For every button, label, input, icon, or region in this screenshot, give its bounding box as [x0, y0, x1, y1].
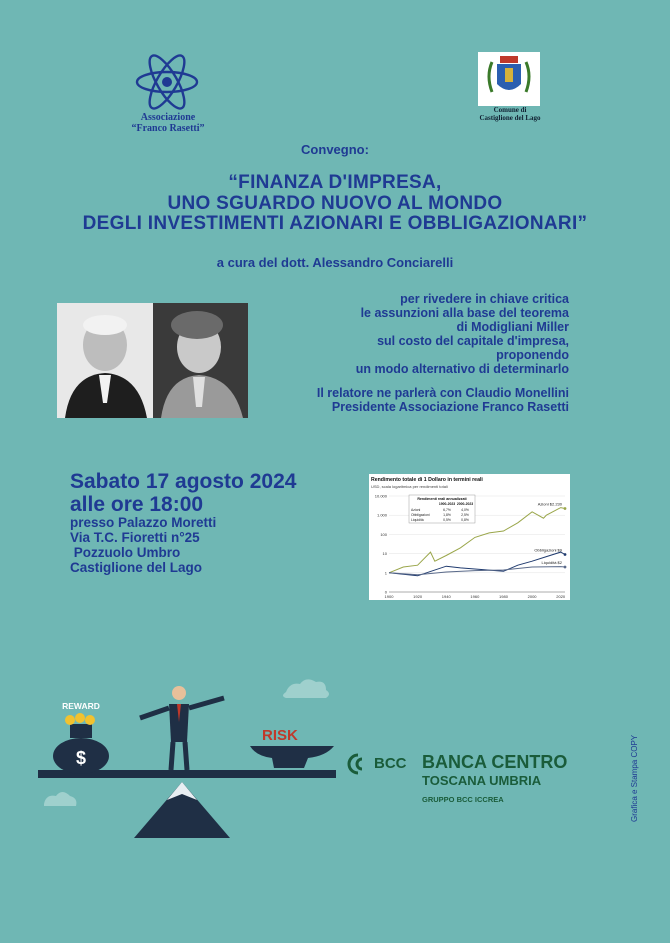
chart-y-tick-label: 10.000: [374, 493, 387, 499]
chart-y-tick-label: 100: [380, 531, 387, 537]
curator-line: a cura del dott. Alessandro Conciarelli: [216, 255, 454, 270]
chart-table-cell: Azioni: [411, 508, 421, 512]
title-line-2: UNO SGUARDO NUOVO AL MONDO: [167, 193, 503, 214]
title-line-3: DEGLI INVESTIMENTI AZIONARI E OBBLIGAZIONARI”: [82, 213, 588, 234]
sponsor-short: BCC: [374, 755, 407, 772]
description-line-1: per rivedere in chiave critica: [400, 292, 569, 306]
sponsor-name-1: BANCA CENTRO: [422, 752, 568, 772]
chart-table-cell: 4,0%: [461, 508, 469, 512]
reward-label: REWARD: [62, 701, 100, 711]
risk-reward-illustration: [36, 678, 346, 840]
chart-series-line: [389, 567, 565, 575]
chart-y-tick-label: 1.000: [376, 512, 387, 518]
speakers-photo: [57, 303, 248, 418]
chart-series-endpoint: [564, 507, 567, 510]
association-name: Associazione “Franco Rasetti”: [131, 112, 205, 134]
speaker-line-2: Presidente Associazione Franco Rasetti: [331, 400, 569, 414]
chart-x-tick-label: 2020: [556, 594, 566, 599]
cloud-shape: [283, 679, 329, 698]
sponsor-name-2: TOSCANA UMBRIA: [422, 773, 542, 788]
risk-label: RISK: [262, 727, 298, 744]
chart-x-tick-label: 1960: [470, 594, 480, 599]
address-line-4: Castiglione del Lago: [70, 560, 203, 575]
chart-series-label: Azioni $2.230: [537, 501, 562, 507]
returns-chart: [369, 474, 570, 600]
chart-y-tick-label: 0: [384, 589, 387, 595]
chart-y-tick-label: 1: [384, 570, 387, 576]
comune-name: Comune di Castiglione del Lago: [479, 106, 541, 122]
title-line-1: “FINANZA D'IMPRESA,: [228, 172, 442, 193]
chart-x-tick-label: 1900: [384, 594, 394, 599]
chart-series-label: Liquidità $2: [541, 560, 562, 566]
address-line-2: Via T.C. Fioretti n°25: [70, 530, 200, 545]
association-logo: [132, 52, 202, 112]
description-line-2: le assunzioni alla base del teorema: [360, 306, 569, 320]
chart-svg: [369, 474, 570, 600]
chart-table-col: 1900-2023: [438, 502, 456, 506]
chart-table-col: 2000-2023: [456, 502, 474, 506]
chart-title: Rendimento totale di 1 Dollaro in termini reali: [371, 477, 483, 483]
chart-table-cell: Liquidità: [411, 518, 424, 522]
description-line-4: sul costo del capitale d'impresa,: [377, 334, 569, 348]
description-line-3: di Modigliani Miller: [456, 320, 569, 334]
chart-table-cell: 1,8%: [443, 513, 451, 517]
dollar-sign: $: [75, 748, 87, 768]
bcc-logo-icon: [346, 753, 372, 775]
chart-y-tick-label: 10: [382, 551, 387, 557]
chart-table-cell: Obbligazioni: [411, 513, 430, 517]
chart-subtitle: USD, scala logaritmica per rendimenti totali: [371, 484, 448, 489]
chart-x-tick-label: 1920: [413, 594, 423, 599]
chart-table-cell: 2,5%: [461, 513, 469, 517]
chart-x-tick-label: 1980: [499, 594, 508, 599]
description-line-6: un modo alternativo di determinarlo: [355, 362, 569, 376]
comune-logo: [478, 52, 540, 106]
speaker-line-1: Il relatore ne parlerà con Claudio Monellini: [316, 386, 569, 400]
chart-table-cell: 0,5%: [443, 518, 451, 522]
description-line-5: proponendo: [496, 348, 569, 362]
chart-x-tick-label: 1940: [441, 594, 451, 599]
chart-series-label: Obbligazioni $9: [534, 547, 562, 553]
chart-x-tick-label: 2000: [527, 594, 537, 599]
event-date: Sabato 17 agosto 2024: [70, 470, 297, 493]
chart-series-line: [389, 552, 565, 576]
chart-table-cell: 6,7%: [443, 508, 451, 512]
event-time: alle ore 18:00: [70, 493, 204, 516]
chart-table-header: Rendimenti reali annualizzati: [417, 497, 467, 501]
print-credit: Grafica e Stampa COPY: [630, 734, 639, 822]
chart-series-endpoint: [564, 566, 567, 569]
address-line-1: presso Palazzo Moretti: [70, 515, 217, 530]
cloud-shape: [44, 792, 76, 806]
event-type-label: Convegno:: [301, 142, 369, 157]
address-line-3: Pozzuolo Umbro: [70, 545, 181, 560]
chart-series-endpoint: [564, 553, 567, 556]
sponsor-group: GRUPPO BCC ICCREA: [422, 795, 504, 804]
chart-table-cell: 0,8%: [461, 518, 469, 522]
